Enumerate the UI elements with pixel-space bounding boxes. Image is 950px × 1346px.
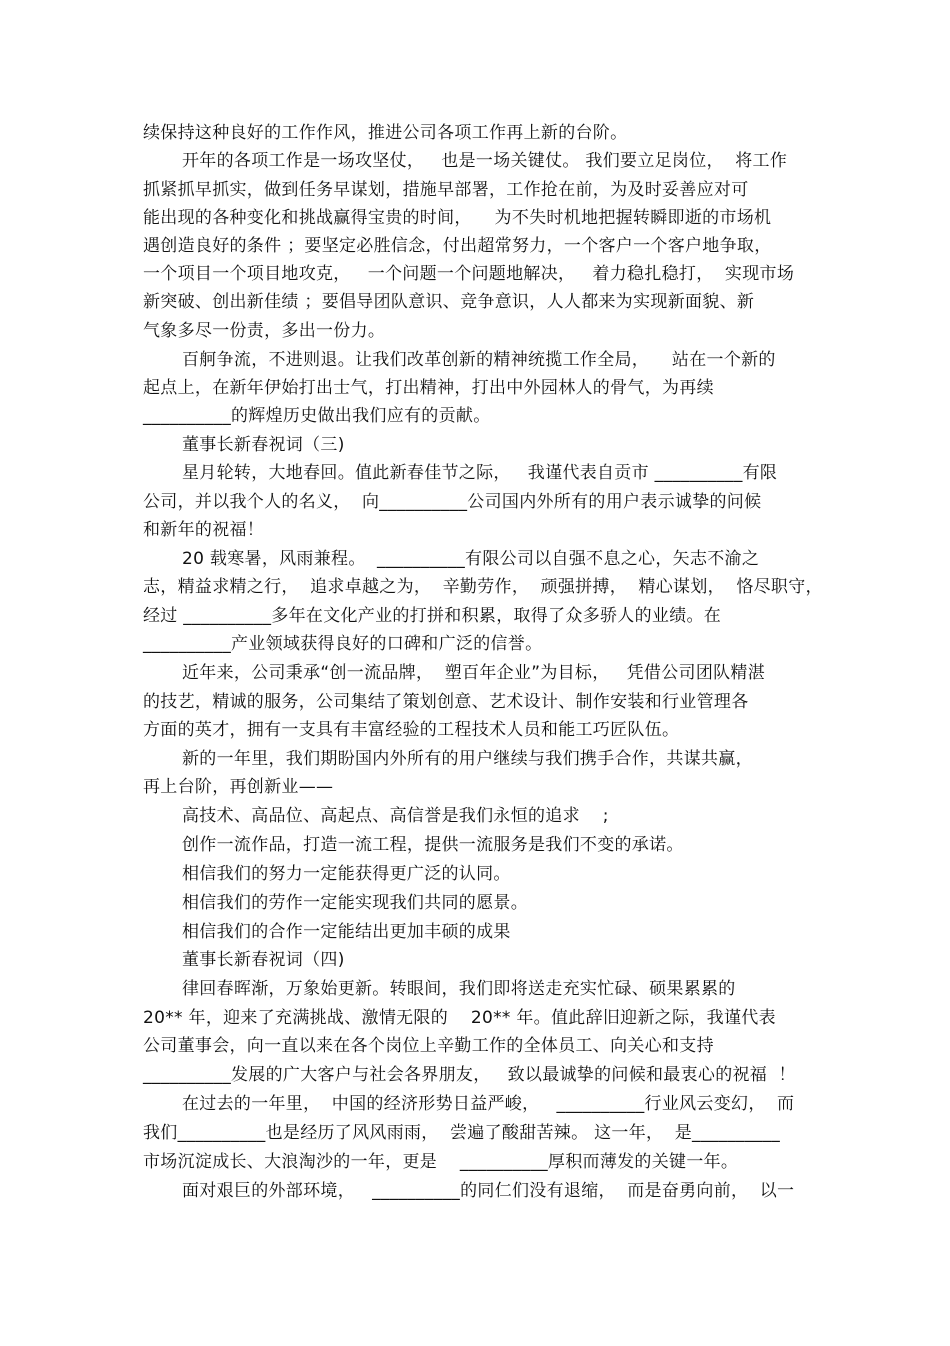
text-line: 新的一年里，我们期盼国内外所有的用户继续与我们携手合作，共谋共赢，: [182, 749, 753, 769]
text-line: 抓紧抓早抓实，做到任务早谋划，措施早部署，工作抢在前，为及时妥善应对可: [143, 180, 749, 200]
text-line: 开年的各项工作是一场攻坚仗， 也是一场关键仗。 我们要立足岗位， 将工作: [182, 151, 788, 171]
section-heading: 董事长新春祝词（四): [182, 950, 345, 970]
text-line: 一个项目一个项目地攻克， 一个问题一个问题地解决， 着力稳扎稳打， 实现市场: [143, 264, 795, 284]
text-line: 新突破、创出新佳绩 ；要倡导团队意识、竞争意识，人人都来为实现新面貌、新: [143, 292, 755, 312]
text-line: 高技术、高品位、高起点、高信誉是我们永恒的追求 ;: [182, 806, 609, 826]
text-line: 经过 __________多年在文化产业的打拼和积累，取得了众多骄人的业绩。在: [143, 606, 722, 626]
text-line: 近年来，公司秉承“创一流品牌， 塑百年企业”为目标， 凭借公司团队精湛: [182, 663, 766, 683]
text-line: 面对艰巨的外部环境， __________的同仁们没有退缩， 而是奋勇向前， 以一: [182, 1181, 795, 1201]
text-line: 续保持这种良好的工作作风，推进公司各项工作再上新的台阶。: [143, 123, 628, 143]
text-line: 律回春晖渐，万象始更新。转眼间，我们即将送走充实忙碌、硕果累累的: [182, 979, 736, 999]
text-line: 创作一流作品，打造一流工程，提供一流服务是我们不变的承诺。: [182, 835, 684, 855]
text-line: 气象多尽一份责，多出一份力。: [143, 321, 386, 341]
text-line: 百舸争流，不进则退。让我们改革创新的精神统揽工作全局， 站在一个新的: [182, 350, 776, 370]
text-line: __________产业领域获得良好的口碑和广泛的信誉。: [143, 634, 543, 654]
text-line: __________的辉煌历史做出我们应有的贡献。: [143, 406, 491, 426]
text-line: 方面的英才，拥有一支具有丰富经验的工程技术人员和能工巧匠队伍。: [143, 720, 680, 740]
text-line: 相信我们的劳作一定能实现我们共同的愿景。: [182, 893, 528, 913]
text-line: 20** 年，迎来了充满挑战、激情无限的 20** 年。值此辞旧迎新之际，我谨代表: [143, 1008, 776, 1028]
text-line: __________发展的广大客户与社会各界朋友， 致以最诚挚的问候和最衷心的祝福 ！: [143, 1065, 796, 1085]
text-line: 相信我们的努力一定能获得更广泛的认同。: [182, 864, 511, 884]
text-line: 再上台阶，再创新业——: [143, 777, 334, 797]
text-line: 市场沉淀成长、大浪淘沙的一年，更是 __________厚积而薄发的关键一年。: [143, 1152, 739, 1172]
text-line: 相信我们的合作一定能结出更加丰硕的成果: [182, 922, 511, 942]
text-line: 星月轮转，大地春回。值此新春佳节之际， 我谨代表自贡市 __________有限: [182, 463, 778, 483]
text-line: 20 载寒暑，风雨兼程。 __________有限公司以自强不息之心，矢志不渝之: [182, 549, 760, 569]
text-line: 起点上，在新年伊始打出士气，打出精神，打出中外园林人的骨气，为再续: [143, 378, 714, 398]
text-line: 的技艺，精诚的服务，公司集结了策划创意、艺术设计、制作安装和行业管理各: [143, 692, 749, 712]
text-line: 公司，并以我个人的名义， 向__________公司国内外所有的用户表示诚挚的问候: [143, 492, 762, 512]
text-line: 能出现的各种变化和挑战赢得宝贵的时间， 为不失时机地把握转瞬即逝的市场机: [143, 208, 772, 228]
text-line: 志，精益求精之行， 追求卓越之为， 辛勤劳作， 顽强拼搏， 精心谋划， 恪尽职守，: [143, 577, 823, 597]
section-heading: 董事长新春祝词（三): [182, 435, 345, 455]
text-line: 在过去的一年里， 中国的经济形势日益严峻， __________行业风云变幻， 而: [182, 1094, 795, 1114]
text-line: 和新年的祝福！: [143, 520, 265, 540]
text-line: 公司董事会，向一直以来在各个岗位上辛勤工作的全体员工、向关心和支持: [143, 1036, 714, 1056]
text-line: 遇创造良好的条件 ；要坚定必胜信念，付出超常努力，一个客户一个客户地争取，: [143, 236, 772, 256]
text-line: 我们__________也是经历了风风雨雨， 尝遍了酸甜苦辣。 这一年， 是__________: [143, 1123, 781, 1143]
